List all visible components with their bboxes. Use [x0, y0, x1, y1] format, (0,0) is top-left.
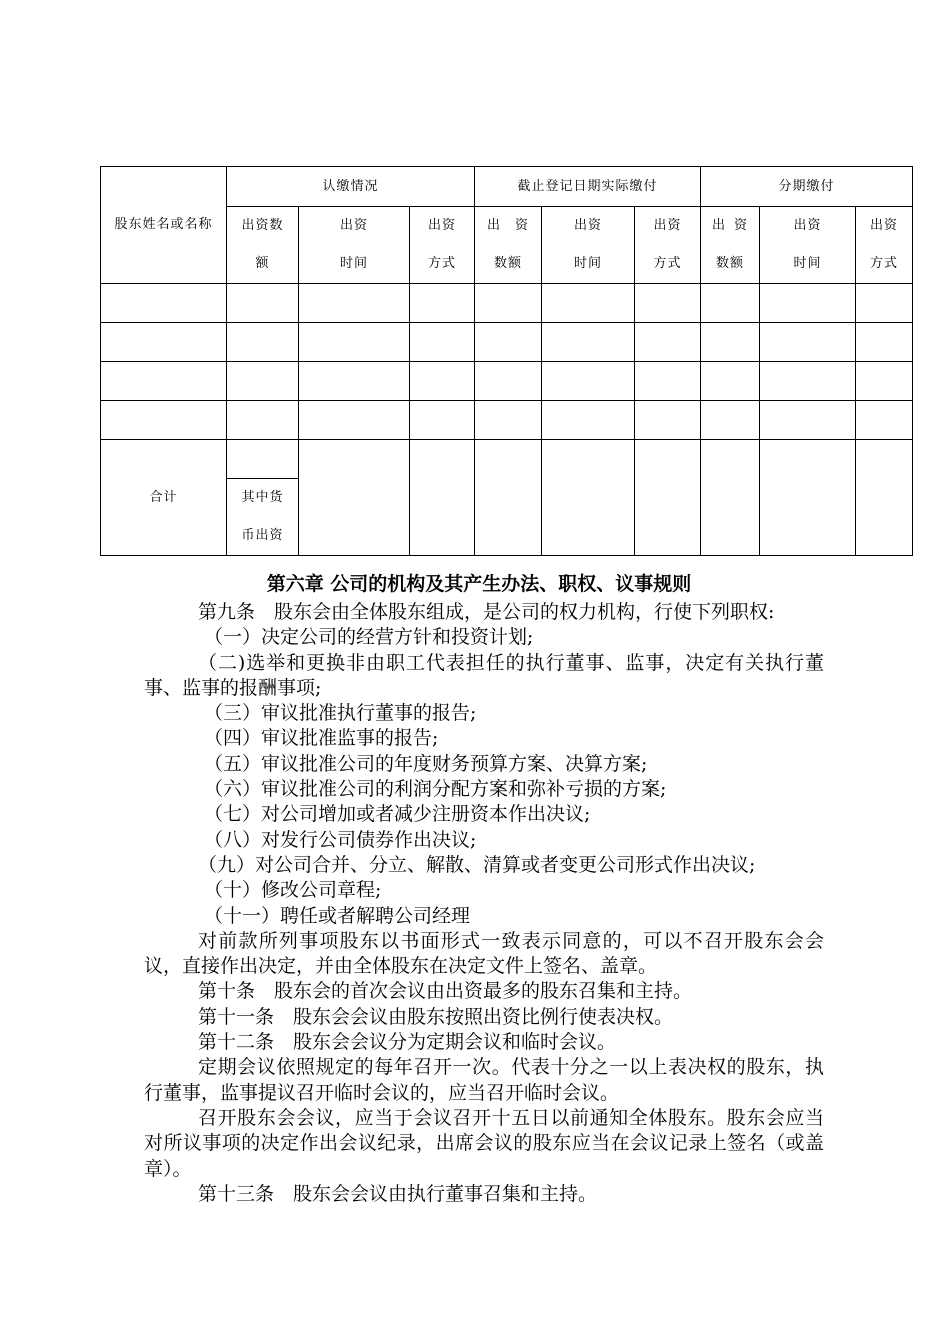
paid-method-header: 出资 方式 [635, 207, 701, 284]
table-row [101, 362, 913, 401]
shareholder-name-header: 股东姓名或名称 [101, 167, 227, 284]
inst-method-header: 出资 方式 [856, 207, 913, 284]
article-10: 第十条 股东会的首次会议由出资最多的股东召集和主持。 [198, 980, 693, 1003]
article-9: 第九条 股东会由全体股东组成，是公司的权力机构，行使下列职权: [198, 601, 775, 623]
document-body [144, 568, 824, 1207]
installment-header: 分期缴付 [701, 167, 913, 207]
paid-time-header: 出资 时间 [542, 207, 635, 284]
list-item: （九）对公司合并、分立、解散、清算或者变更公司形式作出决议; [198, 853, 756, 876]
sub-amount-header: 出资数 额 [227, 207, 299, 284]
list-item: （十一）聘任或者解聘公司经理 [204, 904, 471, 927]
table-row [101, 401, 913, 440]
paid-header: 截止登记日期实际缴付 [475, 167, 701, 207]
paid-amount-header: 出 资 数额 [475, 207, 542, 284]
inst-amount-header: 出 资 数额 [701, 207, 760, 284]
list-item: （三）审议批准执行董事的报告; [204, 702, 477, 725]
list-item: （十）修改公司章程; [204, 879, 382, 902]
total-label: 合计 [101, 440, 227, 556]
list-item: （五）审议批准公司的年度财务预算方案、决算方案; [204, 752, 648, 775]
subscribed-header: 认缴情况 [227, 167, 475, 207]
table-row [101, 284, 913, 323]
table-row [101, 323, 913, 362]
capital-contribution-table [100, 166, 913, 556]
inst-time-header: 出资 时间 [760, 207, 856, 284]
currency-contribution-label: 其中货 币出资 [227, 479, 299, 556]
paragraph-written-consent: 对前款所列事项股东以书面形式一致表示同意的，可以不召开股东会会议，直接作出决定，并由全体股东在决定文件上签名、盖章。 [144, 929, 824, 978]
chapter-title: 第六章 公司的机构及其产生办法、职权、议事规则 [266, 573, 692, 595]
paragraph-regular-meetings: 定期会议依照规定的每年召开一次。代表十分之一以上表决权的股东，执行董事，监事提议召开临时会议的，应当召开临时会议。 [144, 1056, 824, 1104]
article-12: 第十二条 股东会会议分为定期会议和临时会议。 [198, 1031, 617, 1054]
article-13: 第十三条 股东会会议由执行董事召集和主持。 [198, 1182, 598, 1205]
sub-time-header: 出资 时间 [299, 207, 410, 284]
list-item: （四）审议批准监事的报告; [204, 727, 439, 750]
list-item: （七）对公司增加或者减少注册资本作出决议; [204, 803, 591, 826]
list-item: （二)选举和更换非由职工代表担任的执行董事、监事，决定有关执行董事、监事的报酬事项; [144, 651, 824, 699]
list-item: （八）对发行公司债券作出决议; [204, 828, 477, 851]
article-11: 第十一条 股东会会议由股东按照出资比例行使表决权。 [198, 1005, 674, 1028]
sub-method-header: 出资 方式 [410, 207, 475, 284]
paragraph-meeting-notice: 召开股东会会议，应当于会议召开十五日以前通知全体股东。股东会应当对所议事项的决定作出会议纪录，出席会议的股东应当在会议记录上签名（或盖章）。 [144, 1106, 824, 1180]
list-item: （一）决定公司的经营方针和投资计划; [204, 626, 534, 649]
list-item: （六）审议批准公司的利润分配方案和弥补亏损的方案; [204, 778, 667, 801]
